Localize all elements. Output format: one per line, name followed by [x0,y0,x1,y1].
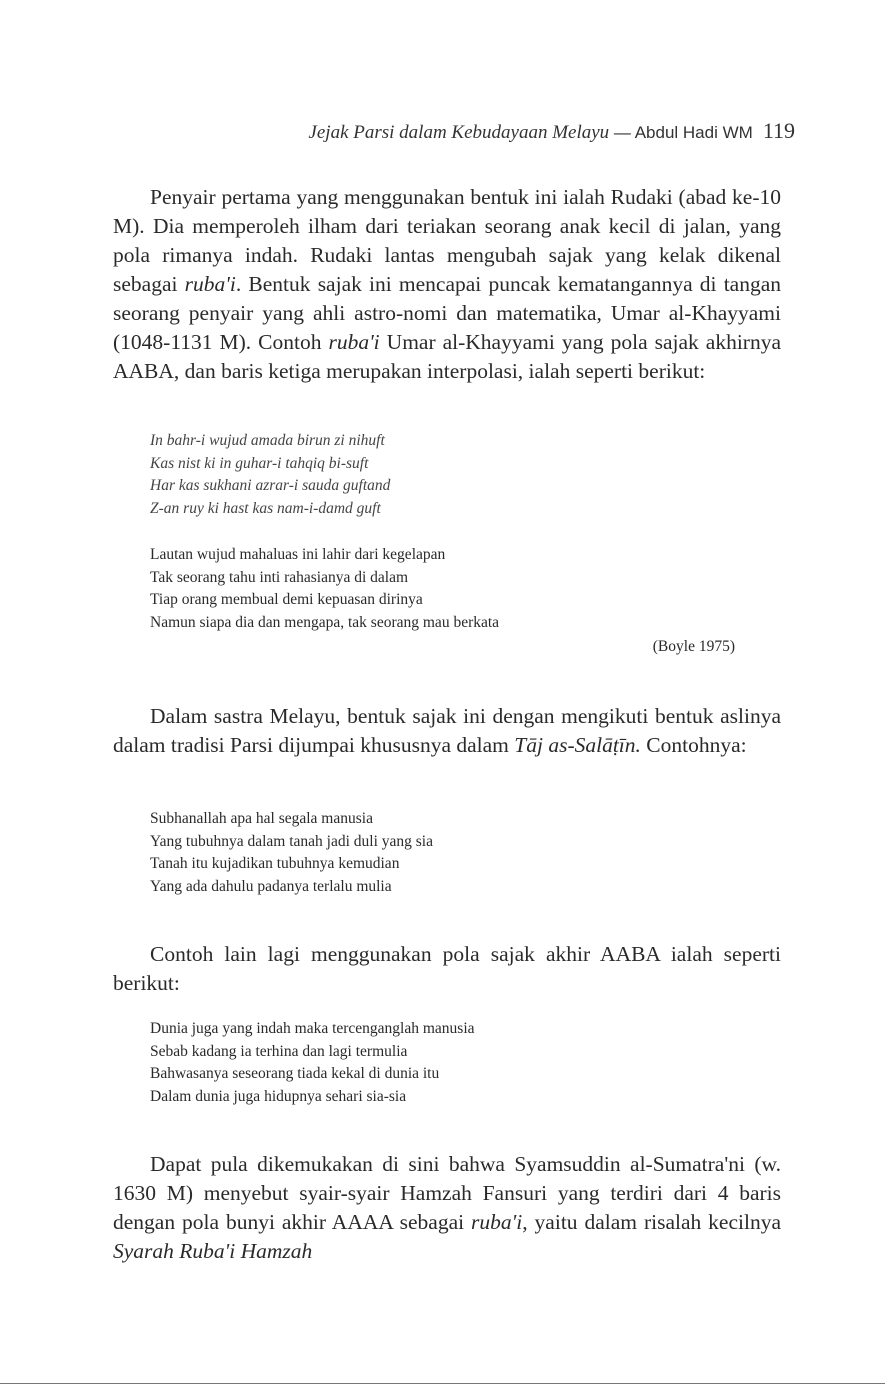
verse-line: Kas nist ki in guhar-i tahqiq bi-suft [150,454,369,472]
verse-line: Har kas sukhani azrar-i sauda guftand [150,477,391,494]
verse-line: Tak seorang tahu inti rahasianya di dalam [150,568,409,586]
header-book-title: Jejak Parsi dalam Kebudayaan Melayu [308,122,610,143]
verse-taj-as-salatin [150,808,433,898]
page-edge-line [0,1383,885,1384]
verse-line: Yang tubuhnya dalam tanah jadi duli yang sia [150,832,433,850]
verse-line: Z-an ruy ki hast kas nam-i-damd guft [150,499,381,517]
verse-dunia [150,1018,475,1108]
citation: (Boyle 1975) [652,638,735,655]
paragraph-taj-as-salatin: Dalam sastra Melayu, bentuk sajak ini dengan mengikuti bentuk aslinya dalam tradisi Parsi dijumpai khususnya dalam Tāj as-Salāṭīn. Contohnya: [113,704,781,757]
verse-line: Lautan wujud mahaluas ini lahir dari kegelapan [150,546,446,563]
verse-line: Tiap orang membual demi kepuasan dirinya [150,591,423,608]
verse-line: Dunia juga yang indah maka tercenganglah manusia [150,1020,475,1037]
verse-line: Subhanallah apa hal segala manusia [150,810,373,827]
header-author: Abdul Hadi WM [634,123,753,142]
paragraph-aaba-example: Contoh lain lagi menggunakan pola sajak akhir AABA ialah seperti berikut: [113,942,781,995]
verse-line: Dalam dunia juga hidupnya sehari sia-sia [150,1087,407,1105]
term-rubai: ruba'i [328,330,380,354]
verse-line: Tanah itu kujadikan tubuhnya kemudian [150,855,400,872]
verse-line: Bahwasanya seseorang tiada kekal di dunia itu [150,1065,440,1082]
verse-line: Sebab kadang ia terhina dan lagi termulia [150,1042,408,1060]
work-title: Tāj as-Salāṭīn. [514,733,641,757]
paragraph-rudaki: Penyair pertama yang menggunakan bentuk ini ialah Rudaki (abad ke-10 M). Dia memperoleh ilham dari teriakan seorang anak kecil di jalan, yang pola rimanya indah. Rudaki lantas mengubah sajak yang kelak dikenal sebagai ruba'i. Bentuk sajak ini mencapai puncak kematangannya di tangan seorang penyair yang ahli astro-nomi dan matematika, Umar al-Khayyami (1048-1131 M). Contoh ruba'i Umar al-Khayyami yang pola sajak akhirnya AABA, dan baris ketiga merupakan interpolasi, ialah seperti berikut: [113,185,782,383]
work-title: Syarah Ruba'i Hamzah [113,1239,313,1263]
verse-line: Namun siapa dia dan mengapa, tak seorang mau berkata [150,613,500,631]
verse-line: Yang ada dahulu padanya terlalu mulia [150,877,392,895]
paragraph-syamsuddin: Dapat pula dikemukakan di sini bahwa Syamsuddin al-Sumatra'ni (w. 1630 M) menyebut syair-syair Hamzah Fansuri yang terdiri dari 4 baris dengan pola bunyi akhir AAAA sebagai ruba'i, yaitu dalam risalah kecilnya Syarah Ruba'i Hamzah [113,1152,782,1263]
verse-persian [150,430,390,520]
verse-translation [150,544,499,634]
term-rubai: ruba'i [184,272,236,296]
header-separator: — [609,123,635,142]
term-rubai: ruba'i [471,1210,523,1234]
page-number: 119 [762,118,795,143]
verse-line: In bahr-i wujud amada birun zi nihuft [150,432,385,449]
running-header [0,118,795,144]
